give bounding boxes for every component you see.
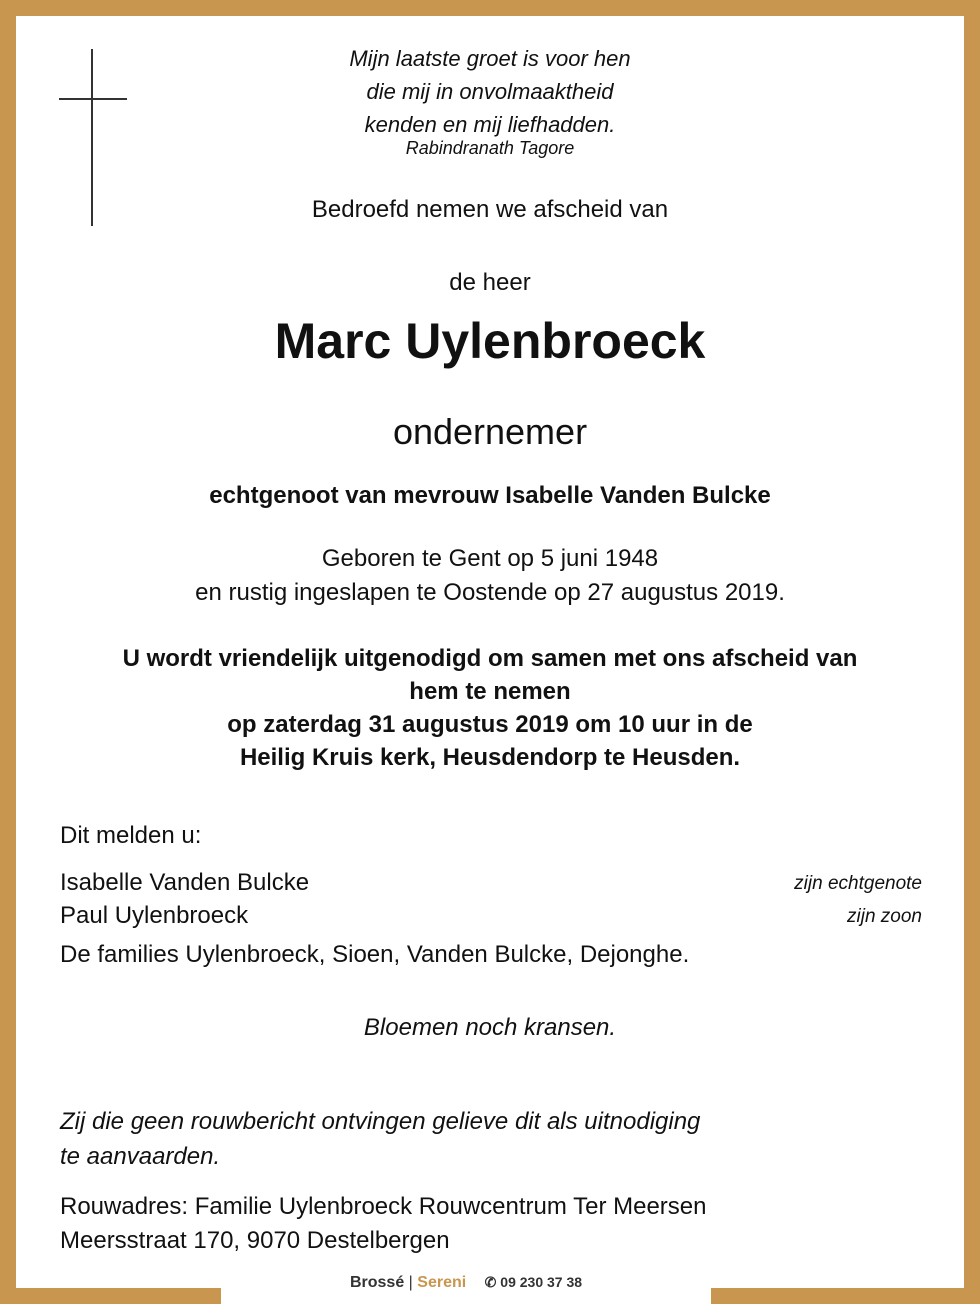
brand-separator: | (408, 1274, 413, 1291)
deceased-name: Marc Uylenbroeck (274, 313, 706, 369)
birth-line: Geboren te Gent op 5 juni 1948 (321, 545, 659, 572)
invitation-line: U wordt vriendelijk uitgenodigd om samen met ons afscheid van (122, 645, 858, 672)
spouse-line: echtgenoot van mevrouw Isabelle Vanden Bulcke (209, 482, 771, 509)
invitation-line: hem te nemen (409, 678, 571, 705)
address (60, 1190, 706, 1258)
notice-line: te aanvaarden. (60, 1143, 221, 1170)
quote-author: Rabindranath Tagore (405, 138, 575, 158)
death-line: en rustig ingeslapen te Oostende op 27 augustus 2019. (195, 579, 785, 606)
quote-line: die mij in onvolmaaktheid (366, 79, 614, 104)
phone-number (485, 1274, 582, 1290)
flowers-note: Bloemen noch kransen. (363, 1014, 617, 1041)
quote (16, 42, 964, 141)
family-member-name: Paul Uylenbroeck (60, 902, 249, 929)
funeral-home-footer (221, 1268, 711, 1304)
brand-sereni: Sereni (417, 1274, 467, 1291)
dates (16, 542, 964, 610)
quote-line: kenden en mij liefhadden. (364, 112, 616, 137)
phone-text: 09 230 37 38 (500, 1274, 583, 1290)
invitation (34, 642, 946, 774)
intro-text: Bedroefd nemen we afscheid van (311, 196, 669, 223)
family-member-name: Isabelle Vanden Bulcke (60, 869, 310, 896)
profession: ondernemer (392, 411, 588, 452)
families-line: De families Uylenbroeck, Sioen, Vanden Bulcke, Dejonghe. (60, 941, 690, 968)
address-line: Rouwadres: Familie Uylenbroeck Rouwcentrum Ter Meersen (60, 1193, 707, 1220)
invitation-line: Heilig Kruis kerk, Heusdendorp te Heusden. (239, 744, 741, 771)
notice (60, 1104, 700, 1174)
announce-text: Dit melden u: (60, 822, 202, 849)
invitation-line: op zaterdag 31 augustus 2019 om 10 uur in de (227, 711, 753, 738)
quote-line: Mijn laatste groet is voor hen (349, 46, 631, 71)
family-row (60, 902, 922, 934)
address-line: Meersstraat 170, 9070 Destelbergen (60, 1227, 450, 1254)
title-prefix: de heer (449, 269, 531, 296)
family-member-relation: zijn zoon (847, 906, 922, 927)
brand-brosse: Brossé (349, 1274, 405, 1291)
notice-line: Zij die geen rouwbericht ontvingen gelieve dit als uitnodiging (60, 1108, 701, 1135)
family-row (60, 869, 922, 901)
phone-icon: ✆ (484, 1274, 497, 1290)
family-member-relation: zijn echtgenote (794, 873, 922, 894)
obituary-card (16, 16, 964, 1288)
